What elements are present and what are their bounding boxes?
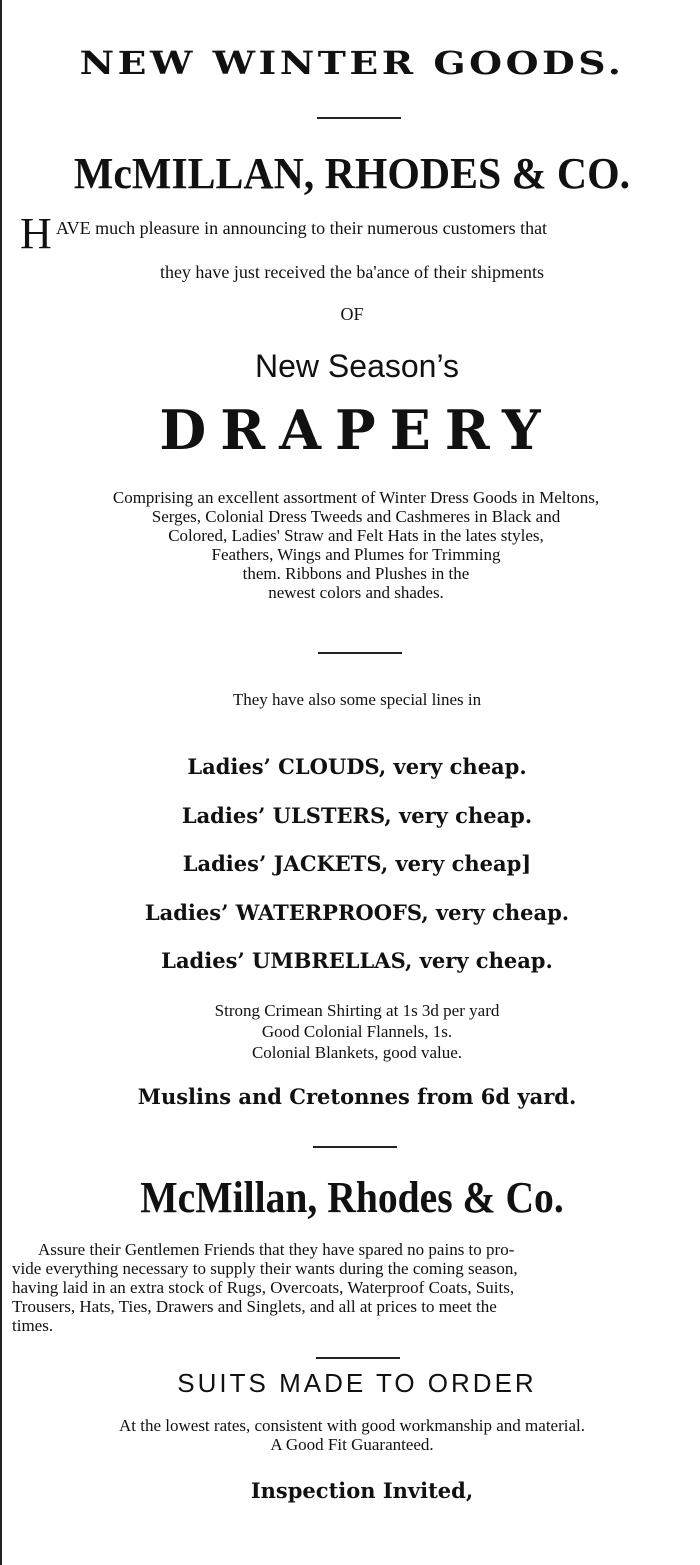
lowest-rates-line: A Good Fit Guaranteed. bbox=[270, 1435, 434, 1454]
comprising-line: newest colors and shades. bbox=[268, 583, 444, 602]
shirting-line: Strong Crimean Shirting at 1s 3d per yard bbox=[214, 1001, 500, 1020]
comprising-line: Comprising an excellent assortment of Winter Dress Goods in Meltons, bbox=[112, 488, 600, 507]
inspection-line: Inspection Invited, bbox=[250, 1478, 474, 1503]
divider-rule bbox=[317, 117, 401, 119]
comprising-line: Feathers, Wings and Plumes for Trimming bbox=[211, 545, 501, 564]
comprising-line: Colored, Ladies' Straw and Felt Hats in the lates styles, bbox=[168, 526, 544, 545]
special-line-item: Ladies’ JACKETS, very cheap] bbox=[182, 851, 532, 876]
comprising-line: them. Ribbons and Plushes in the bbox=[242, 564, 470, 583]
divider-rule bbox=[318, 652, 402, 654]
special-line-item: Ladies’ UMBRELLAS, very cheap. bbox=[161, 948, 553, 973]
gentlemen-line: Trousers, Hats, Ties, Drawers and Singlets, and all at prices to meet the bbox=[12, 1297, 497, 1316]
shirting-list bbox=[2, 1000, 700, 1063]
gentlemen-line: vide everything necessary to supply their wants during the coming season, bbox=[12, 1259, 518, 1278]
special-line-item: Ladies’ ULSTERS, very cheap. bbox=[181, 802, 533, 828]
special-line-item: Ladies’ CLOUDS, very cheap. bbox=[187, 754, 527, 779]
headline: NEW WINTER GOODS. bbox=[79, 44, 625, 82]
of-label: OF bbox=[340, 304, 364, 324]
intro-line-2: they have just received the ba'ance of their shipments bbox=[159, 262, 545, 282]
firm-name-heading: McMILLAN, RHODES & CO. bbox=[73, 149, 631, 198]
gentlemen-line: Assure their Gentlemen Friends that they have spared no pains to pro- bbox=[38, 1240, 515, 1259]
lowest-rates-line: At the lowest rates, consistent with good workmanship and material. bbox=[119, 1416, 585, 1435]
special-lines-list bbox=[2, 748, 700, 991]
intro-line-1: AVE much pleasure in announcing to their numerous customers that bbox=[56, 218, 548, 238]
gentlemen-line: having laid in an extra stock of Rugs, Overcoats, Waterproof Coats, Suits, bbox=[12, 1278, 515, 1297]
comprising-paragraph bbox=[10, 488, 700, 602]
muslins-line: Muslins and Cretonnes from 6d yard. bbox=[137, 1084, 577, 1109]
gentlemen-paragraph bbox=[12, 1240, 692, 1335]
new-season-heading: New Season’s bbox=[255, 348, 459, 384]
comprising-line: Serges, Colonial Dress Tweeds and Cashmeres in Black and bbox=[151, 507, 561, 526]
special-line-item: Ladies’ WATERPROOFS, very cheap. bbox=[144, 899, 570, 925]
divider-rule bbox=[313, 1146, 397, 1148]
suits-heading: SUITS MADE TO ORDER bbox=[177, 1368, 537, 1398]
shirting-line: Colonial Blankets, good value. bbox=[251, 1043, 463, 1062]
drop-cap: H bbox=[20, 209, 52, 258]
divider-rule bbox=[316, 1357, 400, 1359]
gentlemen-line: times. bbox=[12, 1316, 54, 1335]
lowest-rates-paragraph bbox=[2, 1416, 700, 1454]
shirting-line: Good Colonial Flannels, 1s. bbox=[261, 1022, 453, 1041]
firm-name-heading-2: McMillan, Rhodes & Co. bbox=[140, 1173, 564, 1222]
drapery-heading: DRAPERY bbox=[159, 398, 555, 462]
special-lines-intro: They have also some special lines in bbox=[232, 690, 482, 709]
